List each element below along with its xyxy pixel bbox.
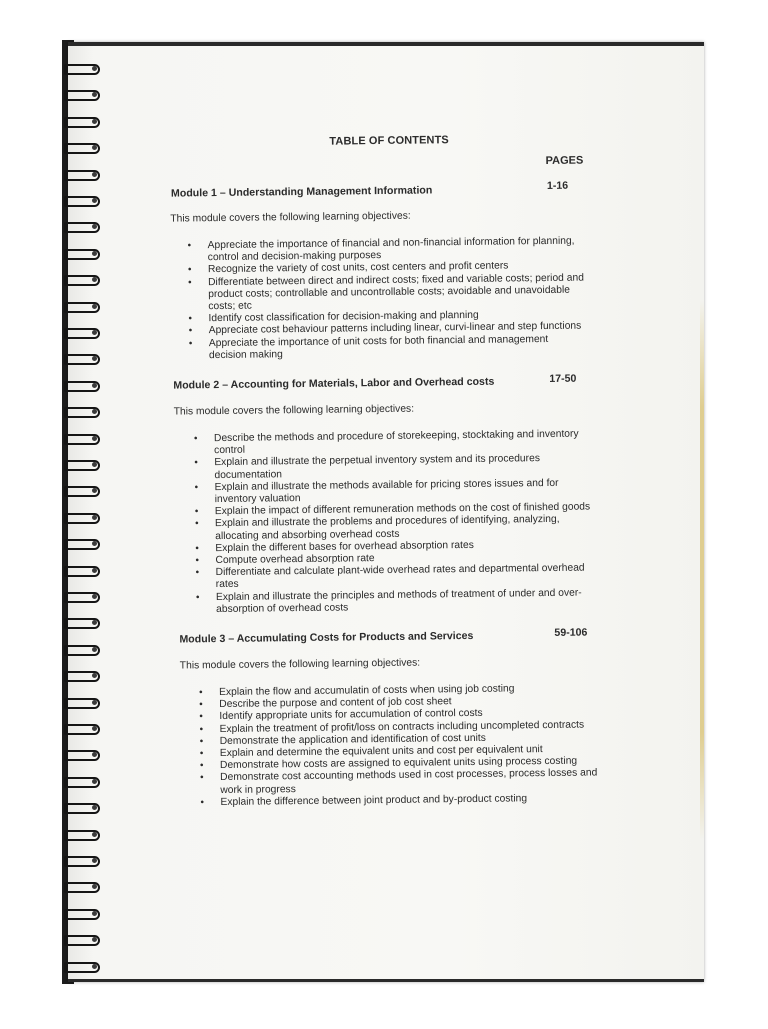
list-item: • Describe the purpose and content of job cost sheet	[197, 695, 597, 712]
module-pages: 59-106	[554, 626, 588, 639]
list-item: • Explain and illustrate the perpetual inventory system and its procedures documentation	[192, 453, 592, 482]
module-title: Module 3 – Accumulating Costs for Products and Services	[179, 629, 474, 646]
list-item: • Demonstrate how costs are assigned to equivalent units using process costing	[198, 756, 598, 773]
list-item: • Identify cost classification for decision-making and planning	[186, 309, 586, 326]
module-intro: This module covers the following learning objectives:	[170, 210, 411, 225]
list-item: • Explain and illustrate the methods available for pricing stores issues and for inventory valuation	[193, 477, 593, 506]
pages-column-header: PAGES	[545, 154, 584, 167]
module-title: Module 1 – Understanding Management Information	[170, 184, 433, 200]
list-item: • Describe the methods and procedure of storekeeping, stocktaking and inventory control	[192, 428, 592, 457]
list-item: • Appreciate cost behaviour patterns including linear, curvi-linear and step functions	[187, 321, 587, 338]
module-intro: This module covers the following learning objectives:	[179, 657, 421, 672]
list-item: • Compute overhead absorption rate	[193, 550, 593, 567]
module-pages: 1-16	[546, 179, 569, 192]
list-item: • Demonstrate cost accounting methods used in cost processes, process losses and work in progress	[198, 768, 598, 797]
list-item: • Explain and determine the equivalent units and cost per equivalent unit	[198, 743, 598, 760]
list-item: • Explain and illustrate the problems and procedures of identifying, analyzing, allocating and absorbing overhead costs	[193, 514, 593, 543]
list-item: • Differentiate and calculate plant-wide overhead rates and departmental overhead rates	[194, 563, 594, 592]
module-title: Module 2 – Accounting for Materials, Labor and Overhead costs	[173, 375, 495, 392]
list-item: • Appreciate the importance of financial and non-financial information for planning, control and decision-making purposes	[186, 236, 586, 265]
list-item: • Appreciate the importance of unit costs for both financial and management decision making	[187, 333, 587, 362]
list-item: • Demonstrate the application and identification of cost units	[198, 731, 598, 748]
module-intro: This module covers the following learning objectives:	[173, 403, 415, 418]
list-item: • Explain the impact of different remuneration methods on the cost of finished goods	[193, 502, 593, 519]
list-item: • Differentiate between direct and indirect costs; fixed and variable costs; period and product costs; controllable and uncontrollable costs; avoidable and unavoidable costs; etc	[186, 272, 586, 313]
list-item: • Explain the difference between joint product and by-product costing	[198, 792, 598, 809]
list-item: • Explain the different bases for overhead absorption rates	[193, 538, 593, 555]
module-pages: 17-50	[549, 372, 577, 385]
objectives-list	[197, 682, 598, 809]
objectives-list	[186, 236, 587, 363]
list-item: • Explain the treatment of profit/loss on contracts including uncompleted contracts	[197, 719, 597, 736]
list-item: • Explain the flow and accumulatin of costs when using job costing	[197, 682, 597, 699]
list-item: • Identify appropriate units for accumulation of control costs	[197, 707, 597, 724]
list-item: • Explain and illustrate the principles and methods of treatment of under and over-absorption of overhead costs	[194, 587, 594, 616]
list-item: • Recognize the variety of cost units, cost centers and profit centers	[186, 260, 586, 277]
toc-title: TABLE OF CONTENTS	[329, 134, 449, 148]
objectives-list	[192, 428, 594, 616]
